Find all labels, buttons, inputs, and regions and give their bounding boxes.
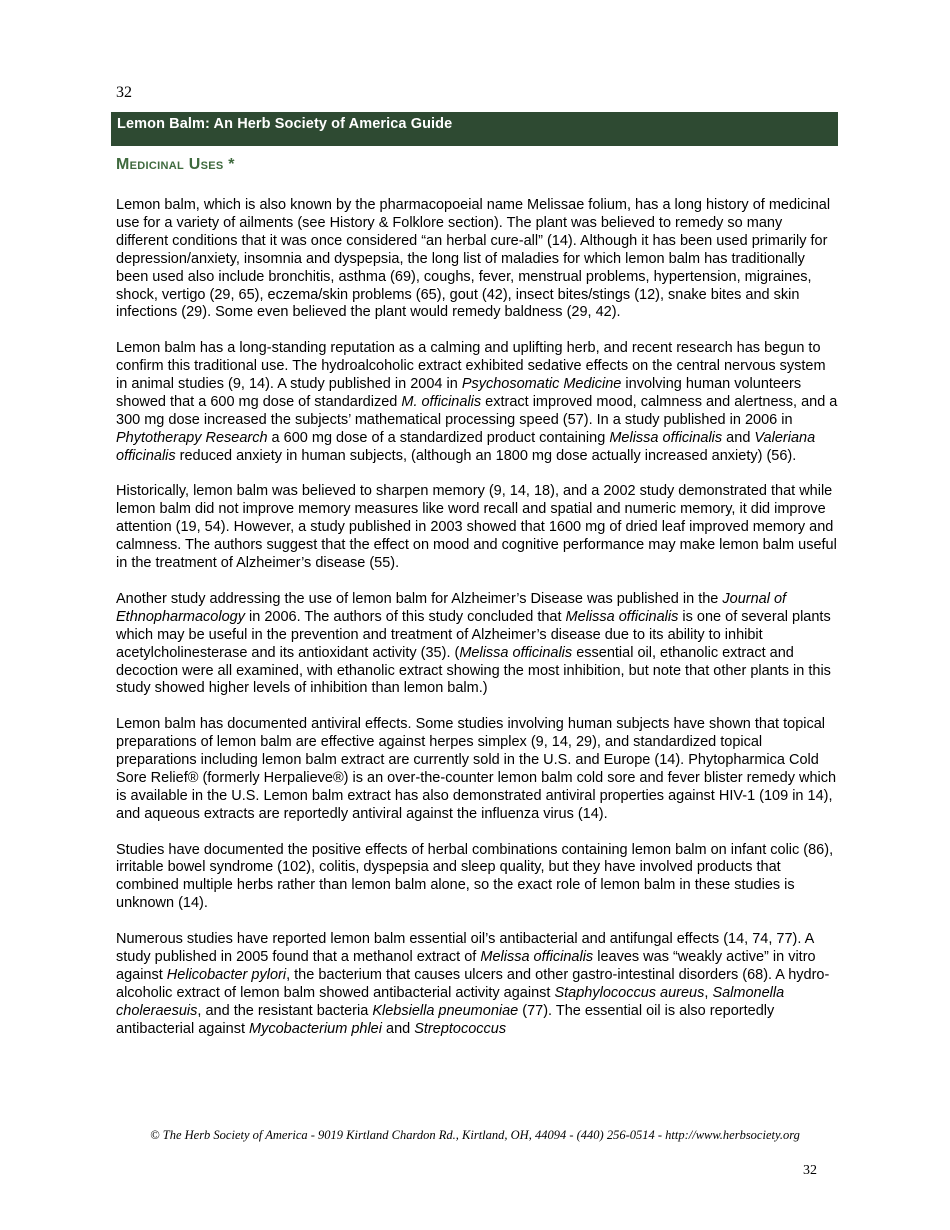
- italic-text: Streptococcus: [414, 1020, 507, 1037]
- italic-text: Melissa officinalis: [459, 644, 573, 661]
- text-run: involving human volunteers showed that a 600 mg dose of standardized: [116, 376, 802, 410]
- paragraph: [116, 340, 838, 465]
- italic-text: Staphylococcus aureus: [554, 984, 705, 1001]
- italic-text: M. officinalis: [401, 393, 482, 410]
- italic-text: Klebsiella pneumoniae: [372, 1002, 519, 1019]
- text-run: , the bacterium that causes ulcers and other gastro-intestinal disorders (68). A hydro-alcoholic extract of lemon balm showed antibacterial activity against: [116, 966, 830, 1001]
- italic-text: Journal of Ethnopharmacology: [116, 590, 787, 625]
- italic-text: Psychosomatic Medicine: [461, 376, 622, 393]
- italic-text: Mycobacterium phlei: [249, 1020, 382, 1037]
- text-run: and: [381, 1020, 415, 1037]
- text-run: Numerous studies have reported lemon balm essential oil’s antibacterial and antifungal effects (14, 74, 77). A study published in 2005 found that a methanol extract of: [116, 931, 814, 965]
- text-run: extract improved mood, calmness and alertness, and a 300 mg dose increased the subjects’ mathematical processing speed (57). In a study published in 2006 in: [116, 393, 838, 428]
- paragraph: [116, 716, 838, 823]
- italic-text: Melissa officinalis: [609, 429, 723, 446]
- text-run: a 600 mg dose of a standardized product containing: [267, 429, 610, 446]
- paragraph: [116, 197, 838, 322]
- text-run: ,: [704, 984, 713, 1001]
- paragraph: [116, 483, 838, 573]
- footer: © The Herb Society of America - 9019 Kirtland Chardon Rd., Kirtland, OH, 44094 - (440) 256-0514 - http://www.herbsociety.org: [150, 1128, 800, 1142]
- bottom-page-number: 32: [803, 1163, 817, 1178]
- text-run: is one of several plants which may be useful in the prevention and treatment of Alzheimer’s disease due to its ability to inhibit acetylcholinesterase and its antioxidant activity (35). (: [116, 608, 831, 661]
- header-bar: [111, 112, 838, 146]
- paragraph: [116, 591, 838, 698]
- text-run: Historically, lemon balm was believed to sharpen memory (9, 14, 18), and a 2002 study demonstrated that while lemon balm did not improve memory measures like word recall and spatial and numeric memory, it did improve attention (19, 54). However, a study published in 2003 showed that 1600 mg of dried leaf improved memory and calmness. The authors suggest that the effect on mood and cognitive performance may make lemon balm useful in the treatment of Alzheimer’s disease (55).: [116, 483, 837, 572]
- italic-text: Salmonella choleraesuis: [116, 984, 785, 1019]
- italic-text: Melissa officinalis: [565, 608, 679, 625]
- paragraph: [116, 842, 838, 914]
- italic-text: Phytotherapy Research: [116, 429, 268, 446]
- text-run: and: [722, 429, 755, 446]
- italic-text: Helicobacter pylori: [166, 966, 287, 983]
- text-run: reduced anxiety in human subjects, (although an 1800 mg dose actually increased anxiety) (56).: [175, 447, 797, 464]
- body-text: [116, 197, 838, 1056]
- text-run: Another study addressing the use of lemon balm for Alzheimer’s Disease was published in the: [116, 590, 723, 607]
- text-run: leaves was “weakly active” in vitro against: [116, 948, 816, 983]
- text-run: Lemon balm has documented antiviral effects. Some studies involving human subjects have shown that topical preparations of lemon balm are effective against herpes simplex (9, 14, 29), and standardized topical preparations including lemon balm extract are currently sold in the U.S. and Europe (14). Phytopharmica Cold Sore Relief® (formerly Herpalieve®) is an over-the-counter lemon balm cold sore and fever blister remedy which is available in the U.S. Lemon balm extract has also demonstrated antiviral properties against HIV-1 (109 in 14), and aqueous extracts are reportedly antiviral against the influenza virus (14).: [116, 716, 837, 822]
- text-run: Lemon balm has a long-standing reputation as a calming and uplifting herb, and recent research has begun to confirm this traditional use. The hydroalcoholic extract exhibited sedative effects on the central nervous system in animal studies (9, 14). A study published in 2004 in: [116, 340, 826, 393]
- text-run: in 2006. The authors of this study concluded that: [244, 608, 566, 625]
- text-run: (77). The essential oil is also reportedly antibacterial against: [116, 1002, 775, 1037]
- italic-text: Melissa officinalis: [480, 948, 594, 965]
- section-heading: Medicinal Uses *: [116, 156, 235, 173]
- italic-text: Valeriana officinalis: [116, 429, 816, 464]
- text-run: Studies have documented the positive effects of herbal combinations containing lemon balm on infant colic (86), irritable bowel syndrome (102), colitis, dyspepsia and sleep quality, but they have involved products that combined multiple herbs rather than lemon balm alone, so the exact role of lemon balm in these studies is unknown (14).: [116, 841, 834, 912]
- header-title: Lemon Balm: An Herb Society of America Guide: [117, 116, 453, 132]
- paragraph: [116, 931, 838, 1038]
- text-run: Lemon balm, which is also known by the pharmacopoeial name Melissae folium, has a long history of medicinal use for a variety of ailments (see History & Folklore section). The plant was believed to remedy so many different conditions that it was once considered “an herbal cure-all” (14). Although it has been used primarily for depression/anxiety, insomnia and dyspepsia, the long list of maladies for which lemon balm has traditionally been used also include bronchitis, asthma (69), coughs, fever, menstrual problems, hypertension, migraines, shock, vertigo (29, 65), eczema/skin problems (65), gout (42), insect bites/stings (12), snake bites and skin infections (29). Some even believed the plant would remedy baldness (29, 42).: [116, 197, 831, 321]
- text-run: essential oil, ethanolic extract and decoction were all examined, with ethanolic extract showing the most inhibition, but note that other plants in this study showed higher levels of inhibition than lemon balm.): [116, 644, 831, 697]
- top-page-number: 32: [116, 84, 132, 101]
- text-run: , and the resistant bacteria: [197, 1002, 373, 1019]
